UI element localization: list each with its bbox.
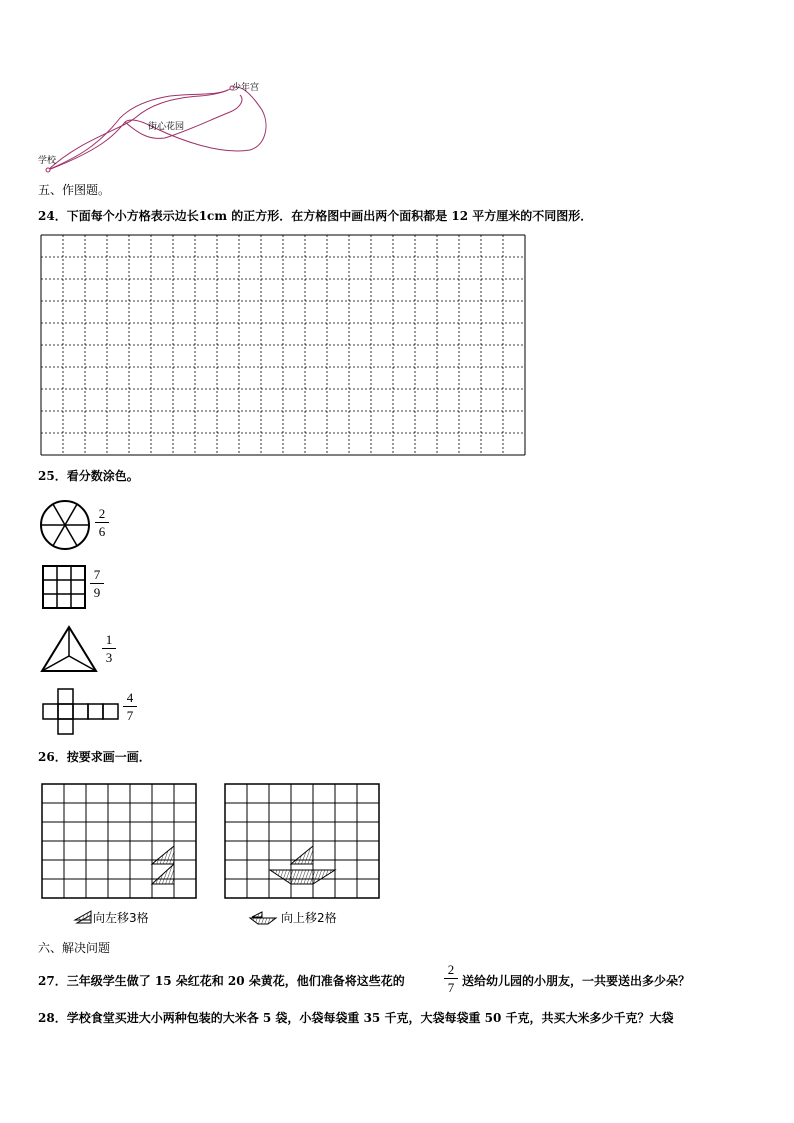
square-grid-shape[interactable] [42,565,86,609]
section6-heading: 六、解决问题 [38,941,111,955]
fraction-7-9: 7 9 [90,567,104,600]
circle-shape[interactable] [40,500,92,552]
fraction-1-3: 1 3 [102,632,116,665]
caption-right: 向上移2格 [281,911,337,925]
q27-text-before: 27．三年级学生做了 15 朵红花和 20 朵黄花，他们准备将这些花的 [38,974,405,988]
q25-text: 25．看分数涂色。 [38,469,139,483]
cube-net-shape[interactable] [42,688,122,736]
route-map [0,0,794,180]
left-caption-icon [73,910,93,924]
school-label: 学校 [38,156,57,166]
triangle-shape[interactable] [40,625,100,673]
fraction-4-7: 4 7 [123,690,137,723]
translate-grid-right[interactable] [225,784,385,906]
q27-text-after: 送给幼儿园的小朋友，一共要送出多少朵？ [462,974,691,988]
q26-text: 26．按要求画一画． [38,750,151,764]
dotted-grid[interactable] [41,235,526,457]
section5-heading: 五、作图题。 [38,183,111,197]
caption-left: 向左移3格 [93,911,149,925]
fraction-2-6: 2 6 [95,506,109,539]
fraction-2-7: 2 7 [444,962,458,995]
q28-text: 28．学校食堂买进大小两种包装的大米各 5 袋，小袋每袋重 35 千克，大袋每袋重 50 千克，共买大米多少千克？大袋 [38,1011,674,1025]
garden-label: 街心花园 [148,122,185,132]
palace-label: 少年宫 [232,83,260,93]
translate-grid-left[interactable] [42,784,202,906]
right-caption-icon [250,911,278,925]
q24-text: 24．下面每个小方格表示边长1cm 的正方形．在方格图中画出两个面积都是 12 平方厘米的不同图形． [38,209,593,223]
